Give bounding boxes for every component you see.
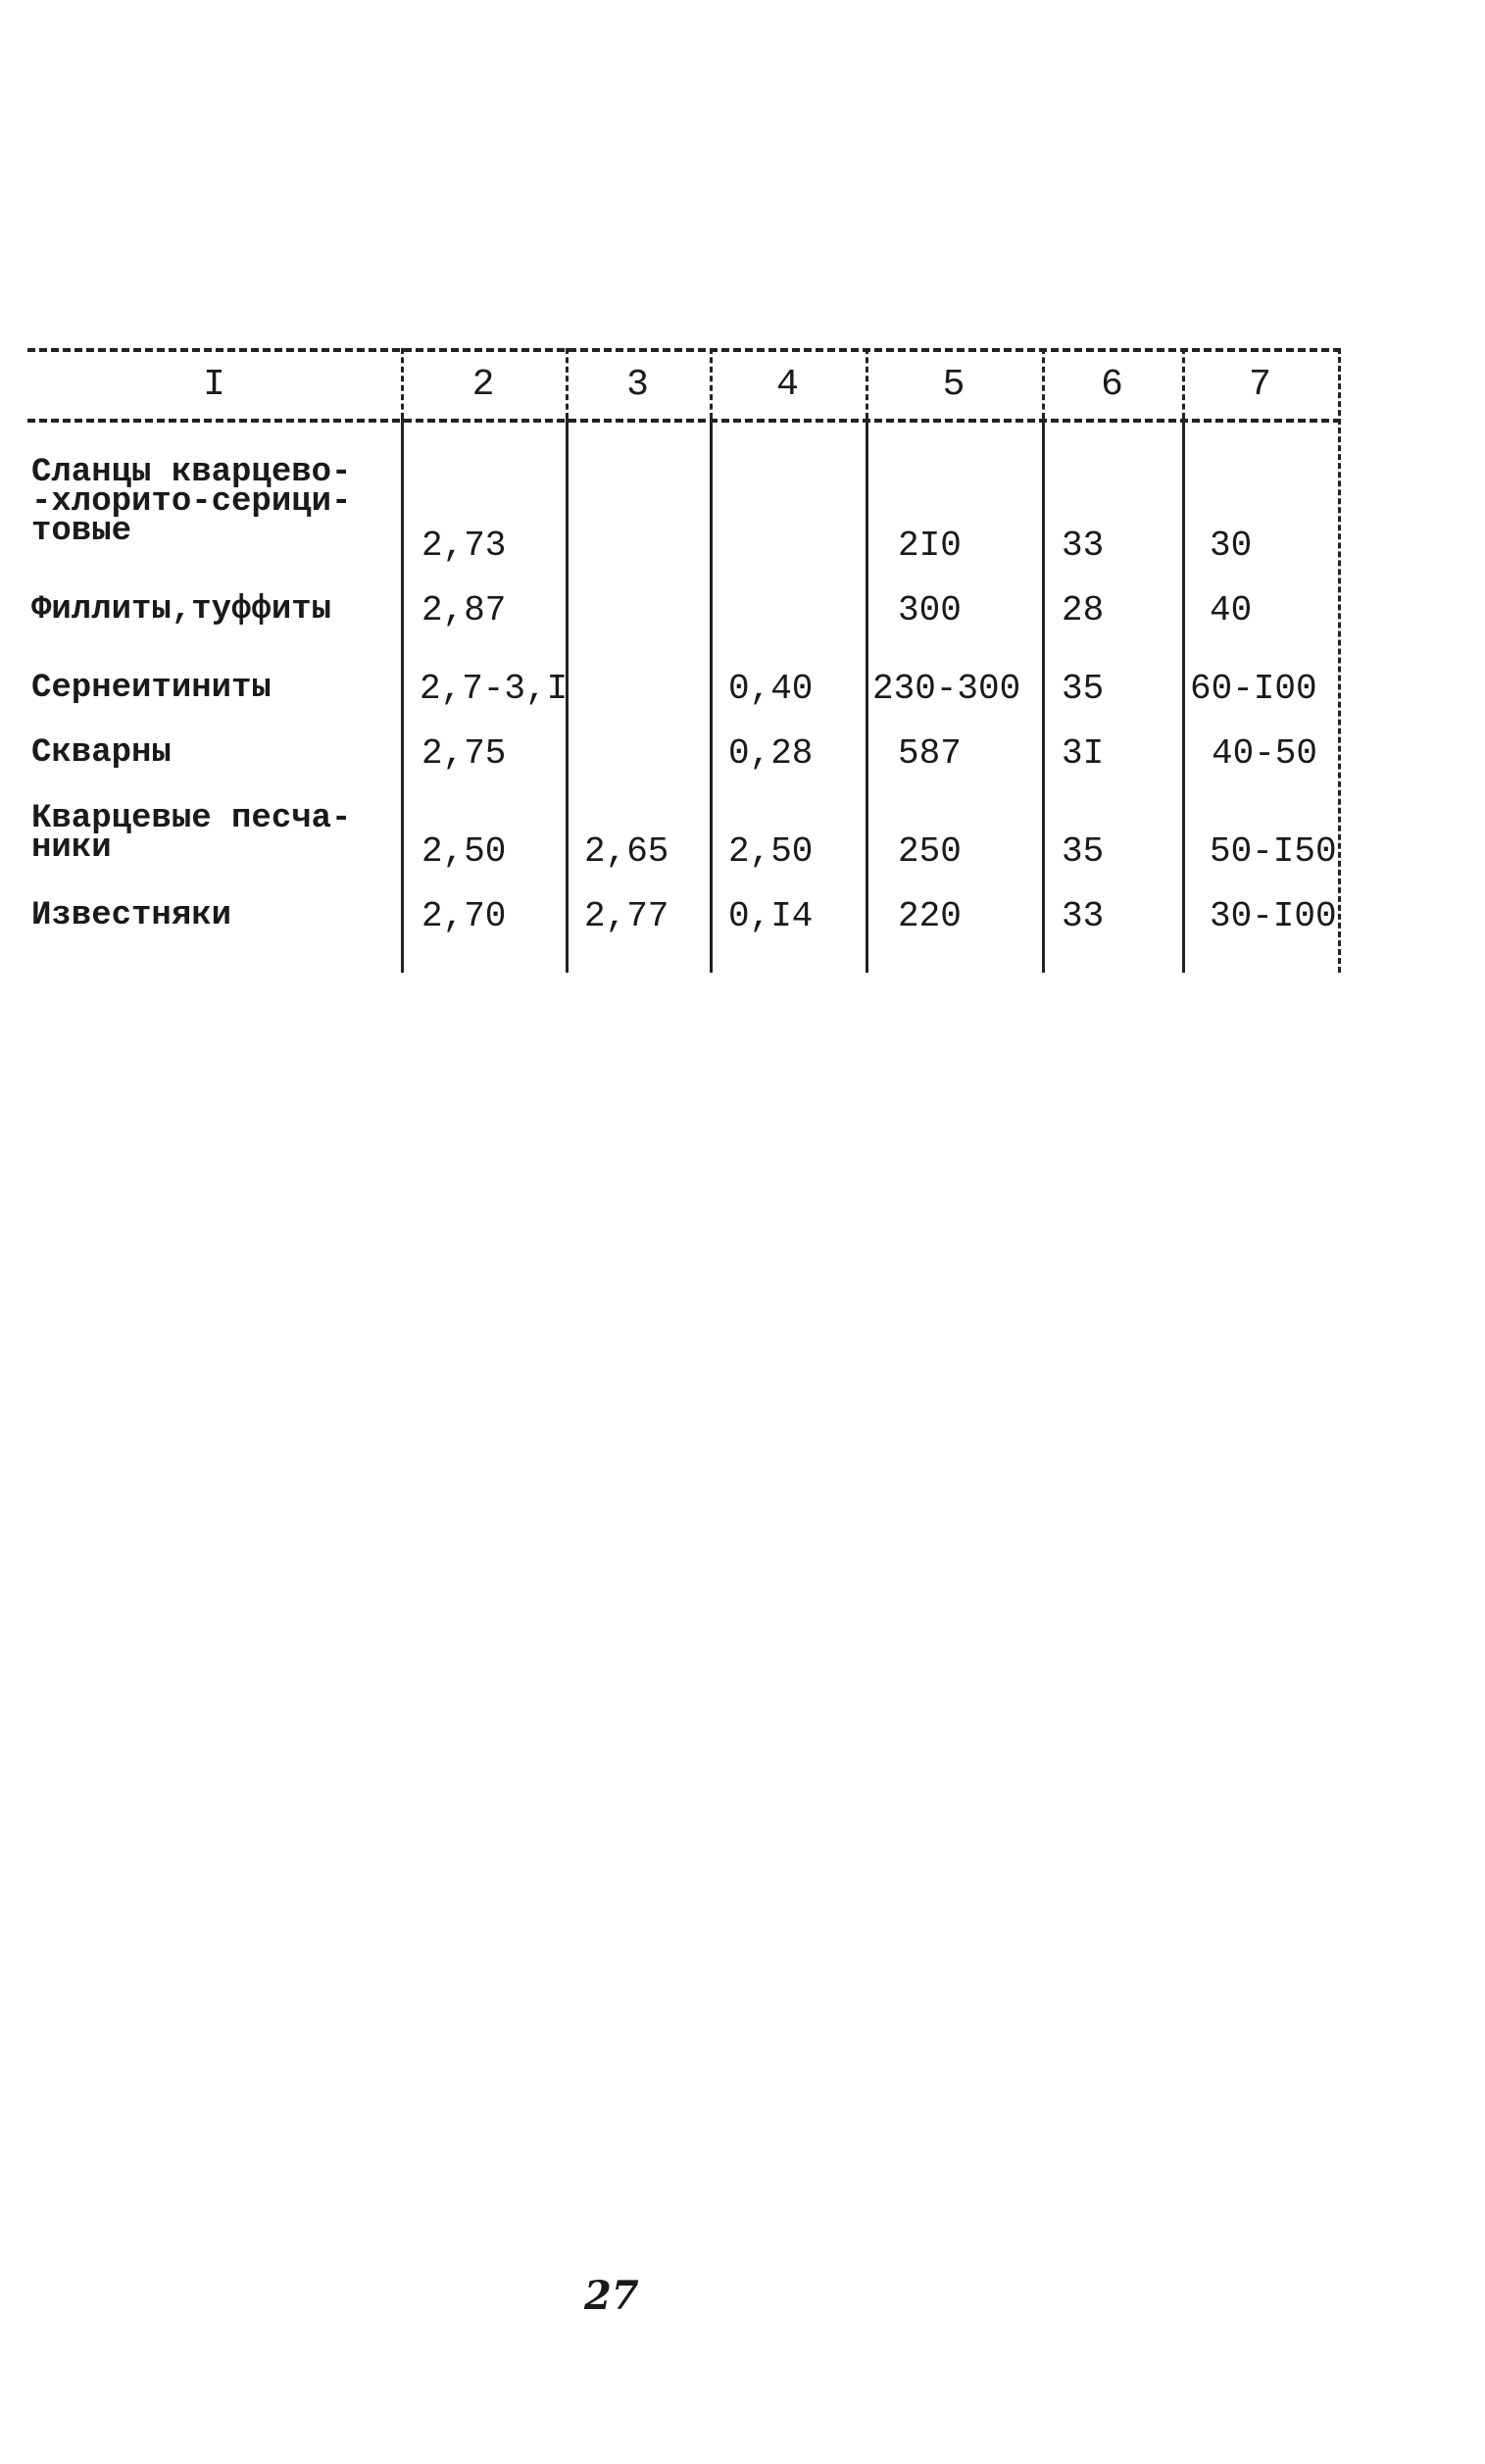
cell: 220 [898,896,962,936]
cell: 2,50 [421,831,507,872]
header-top-rule [27,348,1341,352]
row-name: Известняки [31,897,232,934]
header-col-7: 7 [1249,364,1271,406]
col-separator [866,419,868,973]
cell: 60-I00 [1190,669,1317,709]
cell: 2I0 [898,526,962,566]
cell: 2,87 [421,590,507,630]
header-col-3: 3 [626,364,649,406]
cell: 2,50 [728,831,814,872]
cell: 2,65 [584,831,669,872]
col-separator-right [1338,348,1341,973]
cell: 33 [1062,526,1105,566]
page-number: 27 [584,2273,639,2319]
cell: 40-50 [1212,733,1318,774]
cell: 2,77 [584,896,669,936]
cell: 2,73 [421,526,507,566]
row-name: Филлиты,туффиты [31,591,332,629]
cell: 0,I4 [728,896,814,936]
cell: 2,70 [421,896,507,936]
cell: 30-I00 [1210,896,1337,936]
cell: 3I [1062,733,1105,774]
cell: 300 [898,590,962,630]
row-name: Сернеитиниты [31,670,272,707]
cell: 50-I50 [1210,831,1337,872]
cell: 0,40 [728,669,814,709]
header-col-6: 6 [1101,364,1123,406]
header-col-5: 5 [942,364,965,406]
cell: 0,28 [728,733,814,774]
cell: 2,75 [421,733,507,774]
header-bottom-rule [27,419,1341,423]
cell: 33 [1062,896,1105,936]
row-name: Сланцы кварцево- -хлорито-серици- товые [31,454,352,550]
row-name: Скварны [31,734,172,772]
cell: 30 [1210,526,1253,566]
cell: 35 [1062,669,1105,709]
cell: 587 [898,733,962,774]
cell: 230-300 [872,669,1021,709]
header-col-2: 2 [471,364,495,406]
row-name: Кварцевые песча- ники [31,800,352,867]
properties-table [27,348,1356,976]
col-separator [1182,419,1185,973]
cell: 2,7-3,I [420,669,569,709]
header-col-4: 4 [776,364,799,406]
col-separator [710,419,713,973]
col-separator [1042,419,1045,973]
cell: 40 [1210,590,1253,630]
cell: 250 [898,831,962,872]
header-col-1: I [203,364,225,406]
col-separator [401,419,404,973]
cell: 35 [1062,831,1105,872]
cell: 28 [1062,590,1105,630]
